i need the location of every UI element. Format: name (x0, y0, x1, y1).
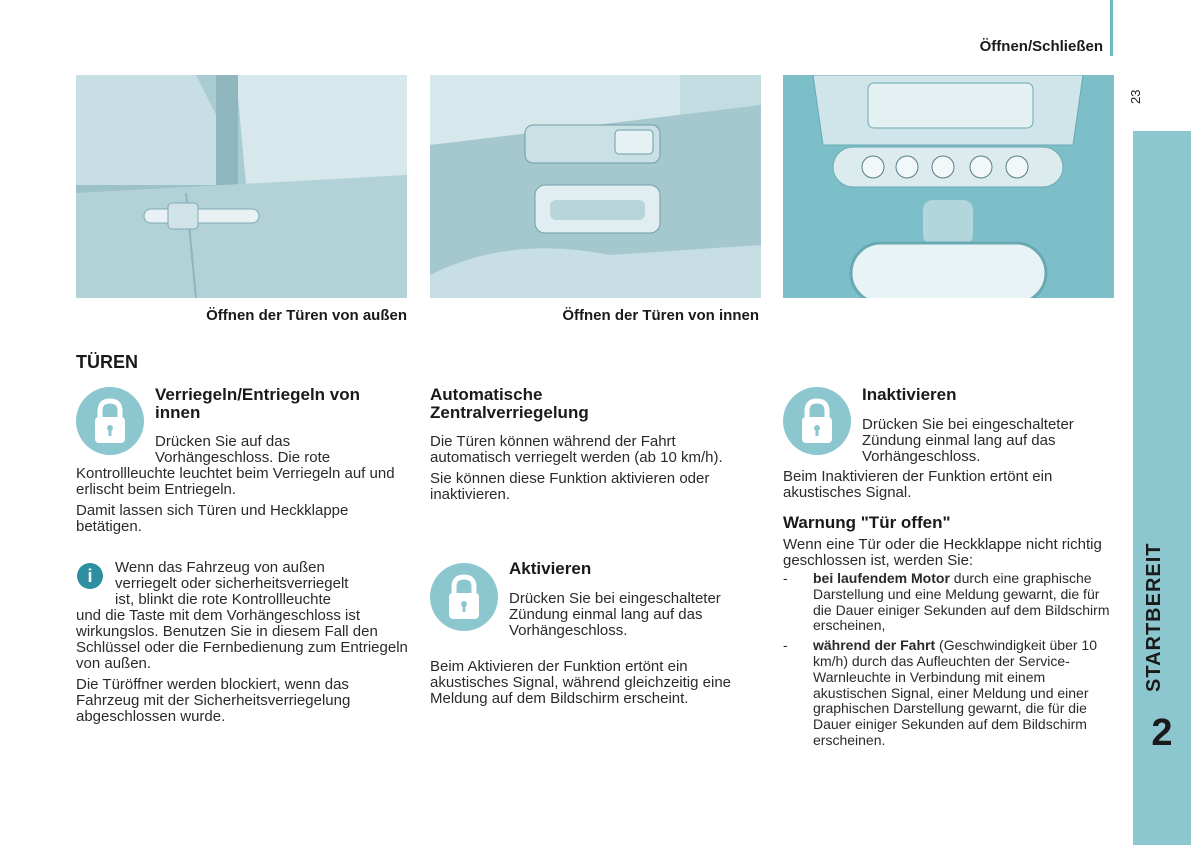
heading-verriegeln: Verriegeln/Entriegeln von innen (155, 385, 361, 422)
photo-door-inside (430, 75, 761, 298)
page-number: 23 (1128, 89, 1143, 104)
padlock-icon (783, 387, 851, 455)
text-warnung: Wenn eine Tür oder die Heckklappe nicht richtig geschlossen ist, werden Sie: (783, 536, 1102, 569)
list-item-bold: während der Fahrt (813, 637, 936, 654)
text-col1-body (76, 466, 408, 540)
caption-outside: Öffnen der Türen von außen (206, 307, 407, 324)
text-info-body (76, 608, 408, 730)
text-col2-para3: Beim Aktivieren der Funktion ertönt ein akustisches Signal, während gleichzeitig eine Meldung auf dem Bildschirm erscheint. (430, 658, 732, 707)
text-col1-intro (155, 434, 405, 466)
page-title: Öffnen/Schließen (979, 38, 1103, 55)
text-col1-para2: Damit lassen sich Türen und Heckklappe betätigen. (76, 502, 349, 535)
text-col1-line2: Vorhängeschloss. Die rote (155, 449, 331, 466)
list-dash: - (783, 570, 788, 586)
padlock-icon (430, 563, 498, 631)
chapter-label: STARTBEREIT (1143, 542, 1165, 692)
heading-warnung: Warnung "Tür offen" (783, 513, 951, 532)
text-col2-para1: Die Türen können während der Fahrt automatisch verriegelt werden (ab 10 km/h). (430, 433, 723, 466)
header-rule (1110, 0, 1113, 56)
list-item-bold: bei laufendem Motor (813, 570, 950, 586)
heading-zentral-line2: Zentralverriegelung (430, 403, 589, 422)
text-col2-body (430, 434, 750, 508)
text-aktivieren: Drücken Sie bei eingeschalteter Zündung einmal lang auf das Vorhängeschloss. (509, 590, 721, 639)
section-heading-tueren: TÜREN (76, 352, 138, 372)
text-info-line2: verriegelt oder sicherheitsverriegelt (115, 575, 349, 592)
chapter-number: 2 (1151, 712, 1173, 754)
text-col3-para1: Beim Inaktivieren der Funktion ertönt ein akustisches Signal. (783, 468, 1053, 501)
text-col1-line1: Drücken Sie auf das (155, 433, 291, 450)
photo-console (783, 75, 1114, 298)
photo-door-outside (76, 75, 407, 298)
text-col1-para3: Die Türöffner werden blockiert, wenn das Fahrzeug mit der Sicherheitsverriegelung abgeschlossen wurde. (76, 676, 351, 725)
info-icon: i (77, 563, 103, 589)
text-info-rest: und die Taste mit dem Vorhängeschloss ist wirkungslos. Benutzen Sie in diesem Fall den Schlüssel oder die Fernbedienung zum Entriegeln von außen. (76, 607, 408, 672)
list-dash: - (783, 637, 788, 654)
text-col2-para2: Sie können diese Funktion aktivieren oder inaktivieren. (430, 470, 710, 503)
text-inaktivieren: Drücken Sie bei eingeschalteter Zündung einmal lang auf das Vorhängeschloss. (862, 416, 1074, 465)
text-info-line3: ist, blinkt die rote Kontrollleuchte (115, 591, 331, 608)
text-info-line1: Wenn das Fahrzeug von außen (115, 559, 325, 576)
heading-aktivieren: Aktivieren (509, 559, 592, 578)
padlock-icon (76, 387, 144, 455)
list-item (783, 571, 1115, 634)
list-item (783, 638, 1115, 749)
text-col1-para1: Kontrollleuchte leuchtet beim Verriegeln auf und erlischt beim Entriegeln. (76, 465, 395, 498)
warning-list (783, 571, 1115, 749)
list-item-text: (Geschwindigkeit über 10 km/h) durch das Aufleuchten der Service-Warnleuchte in Verbindung mit einem akustischen Signal, einer Meldung und einer graphischen Darstellung gewarnt, die für die Dauer einiger Sekunden auf dem Bildschirm erscheinen. (813, 637, 1098, 748)
heading-inaktivieren: Inaktivieren (862, 385, 957, 404)
caption-inside: Öffnen der Türen von innen (562, 307, 759, 324)
heading-zentralverriegelung (430, 386, 750, 422)
list-item-text: durch eine graphische Darstellung und eine Meldung gewarnt, die für die Dauer einiger Sekunden auf dem Bildschirm erscheinen, (813, 570, 1110, 634)
text-info-lines (115, 560, 407, 608)
heading-zentral-line1: Automatische (430, 385, 543, 404)
